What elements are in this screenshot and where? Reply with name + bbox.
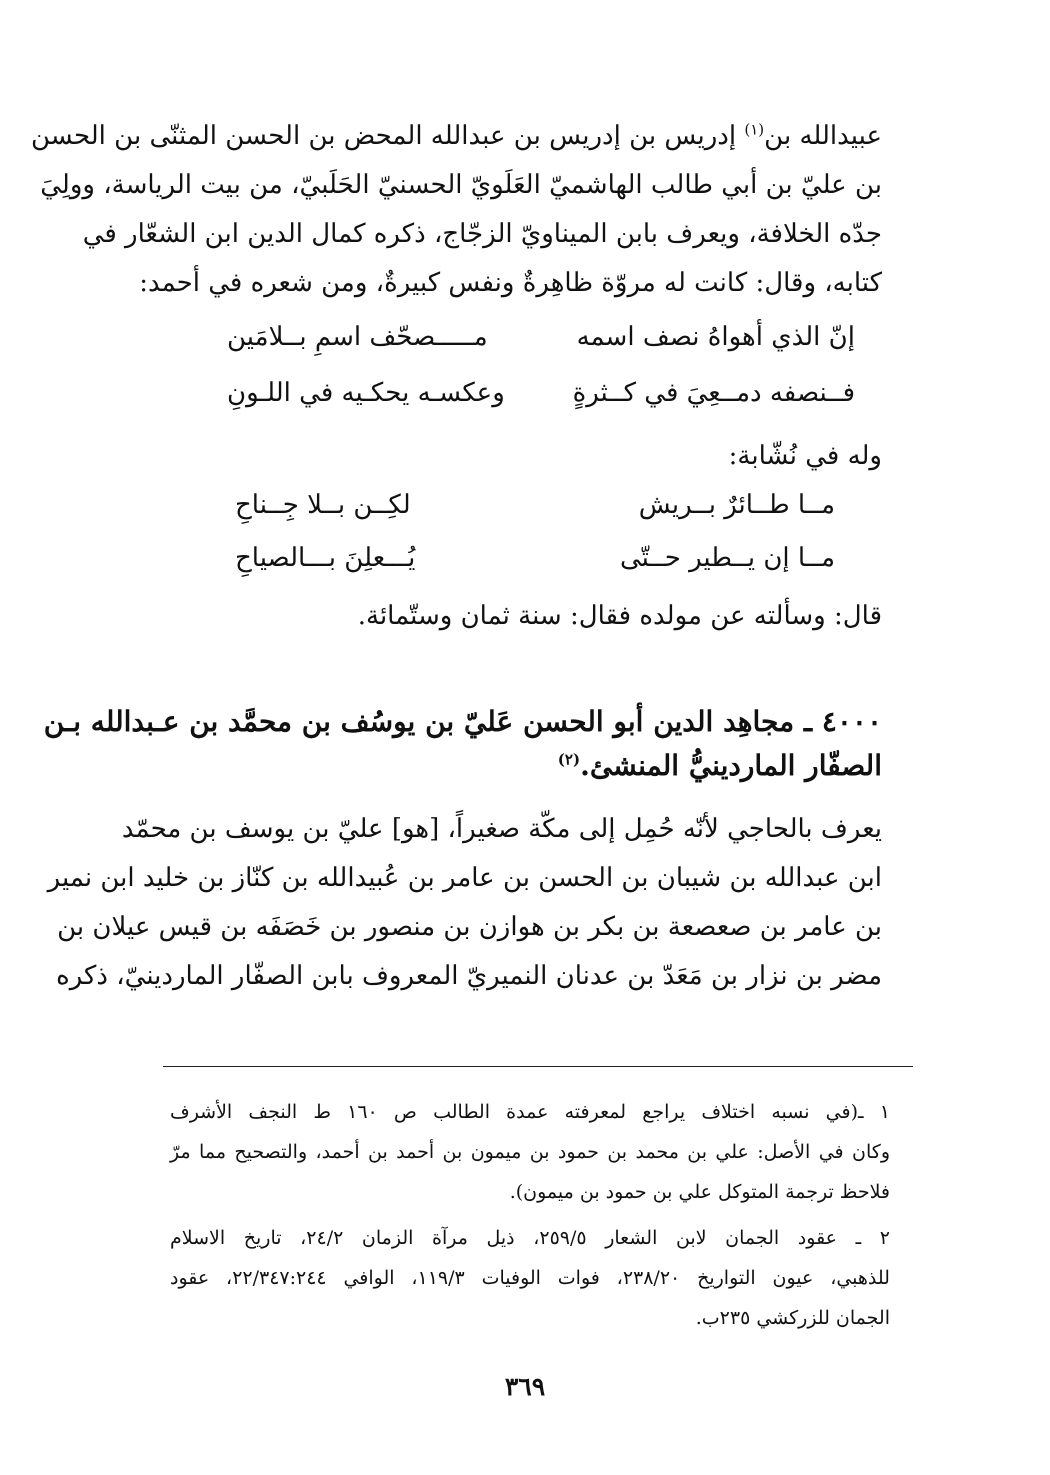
verse-second-hemistich: لكِــن بــلا جِــناحِ <box>235 490 411 520</box>
footnote-line: ٢ ـ عقود الجمان لابن الشعار ٢٥٩/٥، ذيل مرآة الزمان ٢٤/٢، تاريخ الاسلام <box>170 1227 891 1249</box>
text-line <box>30 112 882 161</box>
text-line: قال: وسألته عن مولده فقال: سنة ثمان وستّمائة. <box>357 601 882 631</box>
footnote-divider <box>163 1066 913 1067</box>
text-fragment: إدريس بن إدريس بن عبدالله المحض بن الحسن المثنّى بن الحسن <box>30 121 737 151</box>
entry-prev-text <box>30 112 882 308</box>
footnote-line: الجمان للزركشي ٢٣٥ب. <box>695 1307 890 1329</box>
text-line: مضر بن نزار بن مَعَدّ بن عدنان النميريّ المعروف بابن الصفّار الماردينيّ، ذكره <box>56 961 882 991</box>
text-line: يعرف بالحاجي لأنّه حُمِل إلى مكّة صغيراً، [هو] عليّ بن يوسف بن محمّد <box>121 814 882 844</box>
text-line: جدّه الخلافة، ويعرف بابن الميناويّ الزجّاج، ذكره كمال الدين ابن الشعّار في <box>82 219 882 249</box>
verse-second-hemistich: مـــــصحّف اسمِ بــلامَين <box>227 322 488 352</box>
entry-body <box>47 805 882 1001</box>
poem-intro <box>162 432 882 481</box>
footnote-2 <box>170 1218 890 1338</box>
footnote-line: ١ ـ(في نسبه اختلاف يراجع لمعرفته عمدة الطالب ص ١٦٠ ط النجف الأشرف <box>170 1101 890 1123</box>
text-line: وله في نُشّابة: <box>728 441 882 471</box>
footnote-line: فلاحظ ترجمة المتوكل علي بن حمود بن ميمون). <box>509 1181 890 1203</box>
text-fragment: عبيدالله بن <box>764 121 882 151</box>
page-number: ٣٦٩ <box>504 1372 546 1401</box>
verse-second-hemistich: وعكسـه يحكـيه في اللـونِ <box>227 378 505 408</box>
entry-heading <box>43 700 882 788</box>
text-line: بن عامر بن صعصعة بن بكر بن هوازن بن منصور بن خَصَفَه بن قيس عيلان بن <box>57 912 882 942</box>
text-line: كتابه، وقال: كانت له مروّة ظاهِرةٌ ونفس كبيرةٌ، ومن شعره في أحمد: <box>139 268 882 298</box>
verse-first-hemistich: إنّ الذي أهواهُ نصف اسمه <box>576 322 855 352</box>
entry-prev-closing <box>162 592 882 641</box>
footnote-marker: (١) <box>744 120 765 139</box>
heading-fragment: الصفّار الماردينيُّ المنشئ. <box>580 749 882 782</box>
heading-line <box>162 744 882 788</box>
footnote-marker: (٢) <box>557 750 581 769</box>
text-line: ابن عبدالله بن شيبان بن الحسن بن عامر بن عُبيدالله بن كنّاز بن خليد ابن نمير <box>47 863 882 893</box>
verse-first-hemistich: فــنصفه دمــعِيَ في كــثرةٍ <box>572 378 855 408</box>
footnote-1 <box>170 1092 890 1212</box>
verse-second-hemistich: يُـــعلِنَ بـــالصياحِ <box>235 543 416 573</box>
footnote-line: للذهبي، عيون التواريخ ٢٣٨/٢٠، فوات الوفيات ١١٩/٣، الوافي ٢٢/٣٤٧:٢٤٤، عقود <box>170 1267 890 1289</box>
text-line: بن عليّ بن أبي طالب الهاشميّ العَلَويّ الحسنيّ الحَلَبيّ، من بيت الرياسة، وولِيَ <box>40 170 882 200</box>
heading-line: ٤٠٠٠ ـ مجاهِد الدين أبو الحسن عَليّ بن يوسُف بن محمَّد بن عـبدالله بـن <box>43 705 882 738</box>
footnote-line: وكان في الأصل: علي بن محمد بن حمود بن ميمون بن أحمد بن أحمد، والتصحيح مما مرّ <box>170 1141 890 1163</box>
verse-first-hemistich: مــا طــائرٌ بــريش <box>638 490 835 520</box>
verse-first-hemistich: مــا إن يــطير حــتّى <box>619 543 835 573</box>
